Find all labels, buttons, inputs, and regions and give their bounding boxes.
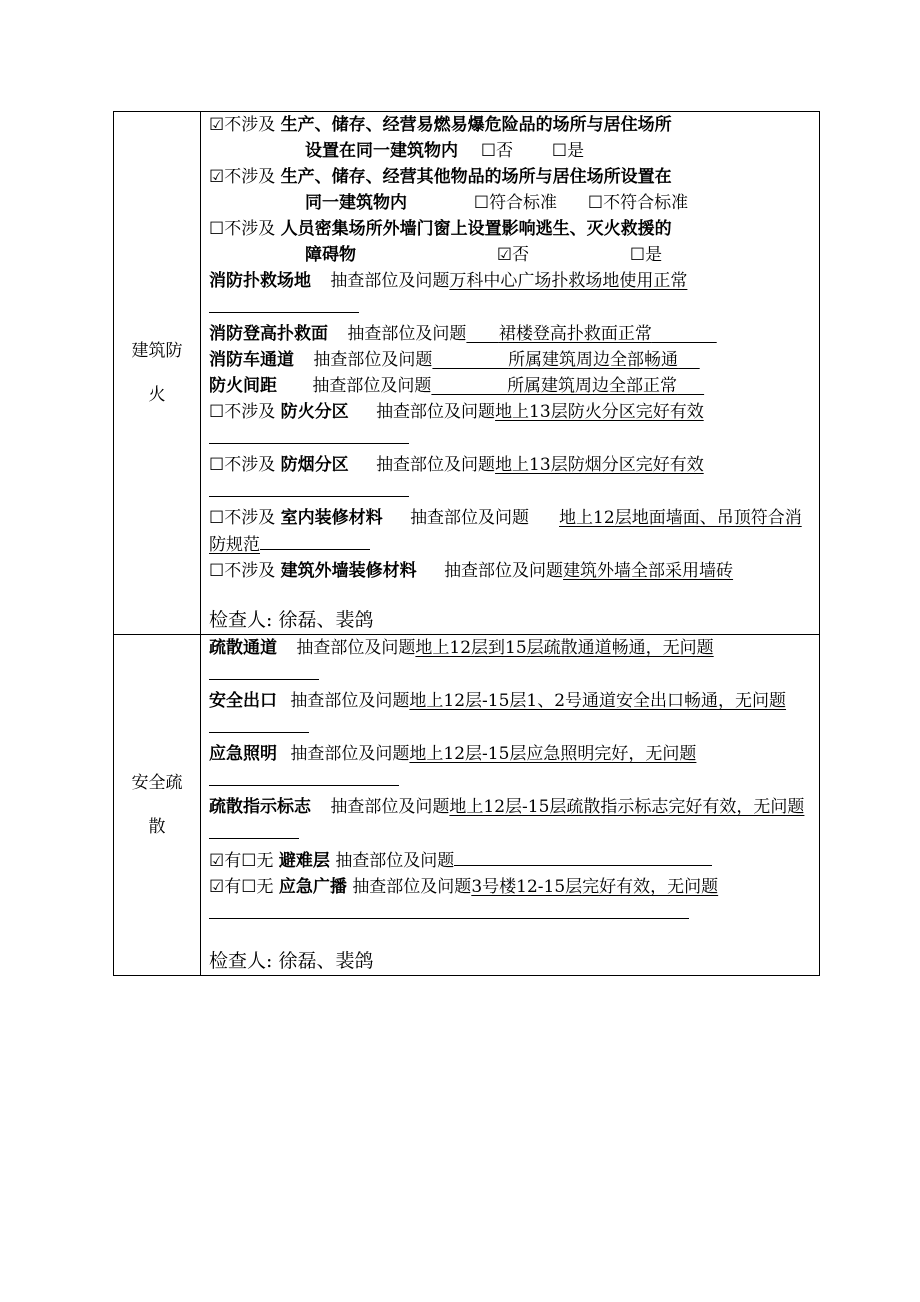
has-checkbox[interactable]: ☑ bbox=[209, 851, 225, 871]
inspection-item bbox=[209, 874, 811, 927]
inspection-item bbox=[209, 399, 811, 452]
item-value-text: 裙楼登高扑救面正常 bbox=[498, 324, 652, 344]
item-value[interactable]: 地上12层到15层疏散通道畅通，无问题 bbox=[415, 638, 714, 658]
item-value[interactable]: 3号楼12-15层完好有效，无问题 bbox=[471, 877, 719, 897]
checkbox[interactable]: ☑ bbox=[209, 115, 225, 135]
has-label: 有 bbox=[224, 851, 242, 871]
inspector-names: 徐磊、裴鸽 bbox=[278, 950, 374, 972]
item-value-text: 所属建筑周边全部正常 bbox=[507, 376, 678, 396]
inspector-names: 徐磊、裴鸽 bbox=[278, 609, 374, 631]
item-title: 室内装修材料 bbox=[280, 508, 383, 528]
item-title: 消防扑救场地 bbox=[209, 271, 311, 291]
option-label: 符合标准 bbox=[489, 193, 558, 213]
section-label-line1: 建筑防 bbox=[131, 341, 183, 361]
option-label: 否 bbox=[512, 245, 530, 265]
section-content-evacuation bbox=[201, 635, 820, 976]
blank-line bbox=[209, 478, 409, 497]
inspection-item bbox=[209, 373, 819, 399]
not-applicable-label: 不涉及 bbox=[224, 561, 276, 581]
not-applicable-label: 不涉及 bbox=[224, 115, 276, 135]
option-checkbox[interactable]: ☑ bbox=[496, 245, 513, 265]
item-title: 安全出口 bbox=[209, 691, 277, 711]
item-label: 抽查部位及问题 bbox=[444, 561, 564, 581]
item-value[interactable]: 地上12层-15层应急照明完好，无问题 bbox=[409, 744, 697, 764]
item-title: 应急照明 bbox=[209, 744, 277, 764]
item-title: 疏散指示标志 bbox=[209, 797, 311, 817]
item-value[interactable]: 万科中心广场扑救场地使用正常 bbox=[449, 271, 688, 291]
check-title: 人员密集场所外墙门窗上设置影响逃生、灭火救援的 bbox=[280, 219, 672, 239]
inspector-signature bbox=[209, 947, 819, 975]
checkbox[interactable]: ☐ bbox=[209, 402, 225, 422]
option-label: 是 bbox=[567, 141, 585, 161]
item-value[interactable] bbox=[454, 847, 712, 866]
checkbox[interactable]: ☐ bbox=[209, 508, 225, 528]
item-title: 建筑外墙装修材料 bbox=[280, 561, 417, 581]
item-title: 应急广播 bbox=[278, 877, 347, 897]
check-item-cont bbox=[209, 138, 819, 164]
check-title-cont: 障碍物 bbox=[305, 245, 356, 265]
item-title: 防火分区 bbox=[280, 402, 349, 422]
item-label: 抽查部位及问题 bbox=[313, 350, 433, 370]
has-label: 有 bbox=[224, 877, 242, 897]
option-label: 否 bbox=[496, 141, 514, 161]
inspection-table bbox=[113, 111, 820, 976]
not-applicable-label: 不涉及 bbox=[224, 219, 276, 239]
inspection-item bbox=[209, 688, 811, 741]
inspection-item bbox=[209, 741, 811, 794]
item-label: 抽查部位及问题 bbox=[410, 508, 530, 528]
item-label: 抽查部位及问题 bbox=[352, 877, 472, 897]
inspector-label: 检查人: bbox=[209, 950, 273, 972]
section-label-evacuation bbox=[114, 635, 201, 976]
blank-line bbox=[209, 900, 689, 919]
inspection-item bbox=[209, 558, 811, 584]
check-item bbox=[209, 164, 819, 190]
inspector-label: 检查人: bbox=[209, 609, 273, 631]
checkbox[interactable]: ☐ bbox=[209, 455, 225, 475]
option-label: 是 bbox=[645, 245, 663, 265]
section-row-fire-prevention bbox=[114, 112, 820, 635]
check-item bbox=[209, 216, 819, 242]
item-value[interactable]: 地上13层防烟分区完好有效 bbox=[495, 455, 704, 475]
item-label: 抽查部位及问题 bbox=[290, 691, 410, 711]
section-label-line2: 火 bbox=[148, 385, 166, 405]
checkbox[interactable]: ☐ bbox=[209, 219, 225, 239]
section-row-evacuation bbox=[114, 635, 820, 976]
none-checkbox[interactable]: ☐ bbox=[241, 851, 257, 871]
inspection-item bbox=[209, 268, 811, 321]
item-value[interactable]: 地上12层-15层1、2号通道安全出口畅通，无问题 bbox=[409, 691, 787, 711]
checkbox[interactable]: ☑ bbox=[209, 167, 225, 187]
blank-line bbox=[260, 531, 370, 550]
item-title: 消防车通道 bbox=[209, 350, 294, 370]
option-checkbox[interactable]: ☐ bbox=[473, 193, 490, 213]
blank-line bbox=[209, 820, 299, 839]
inspection-item bbox=[209, 794, 811, 847]
item-value[interactable] bbox=[431, 376, 704, 396]
item-title: 防火间距 bbox=[209, 376, 277, 396]
blank-line bbox=[209, 714, 309, 733]
item-label: 抽查部位及问题 bbox=[335, 851, 455, 871]
item-value-text: 所属建筑周边全部畅通 bbox=[508, 350, 679, 370]
item-value[interactable] bbox=[466, 324, 716, 344]
item-label: 抽查部位及问题 bbox=[290, 744, 410, 764]
option-checkbox[interactable]: ☐ bbox=[587, 193, 604, 213]
item-label: 抽查部位及问题 bbox=[376, 402, 496, 422]
item-label: 抽查部位及问题 bbox=[330, 797, 450, 817]
item-label: 抽查部位及问题 bbox=[376, 455, 496, 475]
not-applicable-label: 不涉及 bbox=[224, 167, 276, 187]
item-title: 消防登高扑救面 bbox=[209, 324, 328, 344]
none-checkbox[interactable]: ☐ bbox=[241, 877, 257, 897]
check-title-cont: 设置在同一建筑物内 bbox=[305, 141, 458, 161]
blank-line bbox=[209, 767, 399, 786]
check-item bbox=[209, 112, 819, 138]
option-checkbox[interactable]: ☐ bbox=[629, 245, 646, 265]
section-label-line2: 散 bbox=[148, 817, 166, 837]
inspector-signature bbox=[209, 606, 819, 634]
item-label: 抽查部位及问题 bbox=[330, 271, 450, 291]
item-title: 防烟分区 bbox=[280, 455, 349, 475]
inspection-item bbox=[209, 635, 811, 688]
checkbox[interactable]: ☐ bbox=[209, 561, 225, 581]
option-checkbox[interactable]: ☐ bbox=[480, 141, 497, 161]
item-label: 抽查部位及问题 bbox=[347, 324, 467, 344]
not-applicable-label: 不涉及 bbox=[224, 402, 276, 422]
item-value[interactable] bbox=[432, 350, 699, 370]
item-label: 抽查部位及问题 bbox=[312, 376, 432, 396]
blank-line bbox=[209, 425, 409, 444]
check-title-cont: 同一建筑物内 bbox=[305, 193, 407, 213]
item-value[interactable]: 地上13层防火分区完好有效 bbox=[495, 402, 704, 422]
inspection-item bbox=[209, 505, 811, 558]
not-applicable-label: 不涉及 bbox=[224, 508, 276, 528]
inspection-item bbox=[209, 347, 819, 373]
option-label: 不符合标准 bbox=[603, 193, 689, 213]
blank-line bbox=[209, 294, 359, 313]
item-value[interactable]: 地上12层地面墙面、吊顶符合消防规范 bbox=[209, 508, 802, 555]
item-title: 避难层 bbox=[278, 851, 330, 871]
item-title: 疏散通道 bbox=[209, 638, 277, 658]
inspection-item bbox=[209, 847, 819, 874]
not-applicable-label: 不涉及 bbox=[224, 455, 276, 475]
none-label: 无 bbox=[256, 877, 274, 897]
item-value[interactable]: 建筑外墙全部采用墙砖 bbox=[563, 561, 734, 581]
section-label-line1: 安全疏 bbox=[131, 773, 183, 793]
inspection-item bbox=[209, 321, 819, 347]
inspection-item bbox=[209, 452, 811, 505]
check-title: 生产、储存、经营易燃易爆危险品的场所与居住场所 bbox=[280, 115, 672, 135]
has-checkbox[interactable]: ☑ bbox=[209, 877, 225, 897]
item-value[interactable]: 地上12层-15层疏散指示标志完好有效，无问题 bbox=[449, 797, 805, 817]
none-label: 无 bbox=[256, 851, 274, 871]
section-label-fire-prevention bbox=[114, 112, 201, 635]
item-label: 抽查部位及问题 bbox=[296, 638, 416, 658]
section-content-fire-prevention bbox=[201, 112, 820, 635]
blank-line bbox=[209, 661, 319, 680]
check-item-cont bbox=[209, 190, 819, 216]
option-checkbox[interactable]: ☐ bbox=[551, 141, 568, 161]
check-title: 生产、储存、经营其他物品的场所与居住场所设置在 bbox=[280, 167, 672, 187]
check-item-cont bbox=[209, 242, 819, 268]
